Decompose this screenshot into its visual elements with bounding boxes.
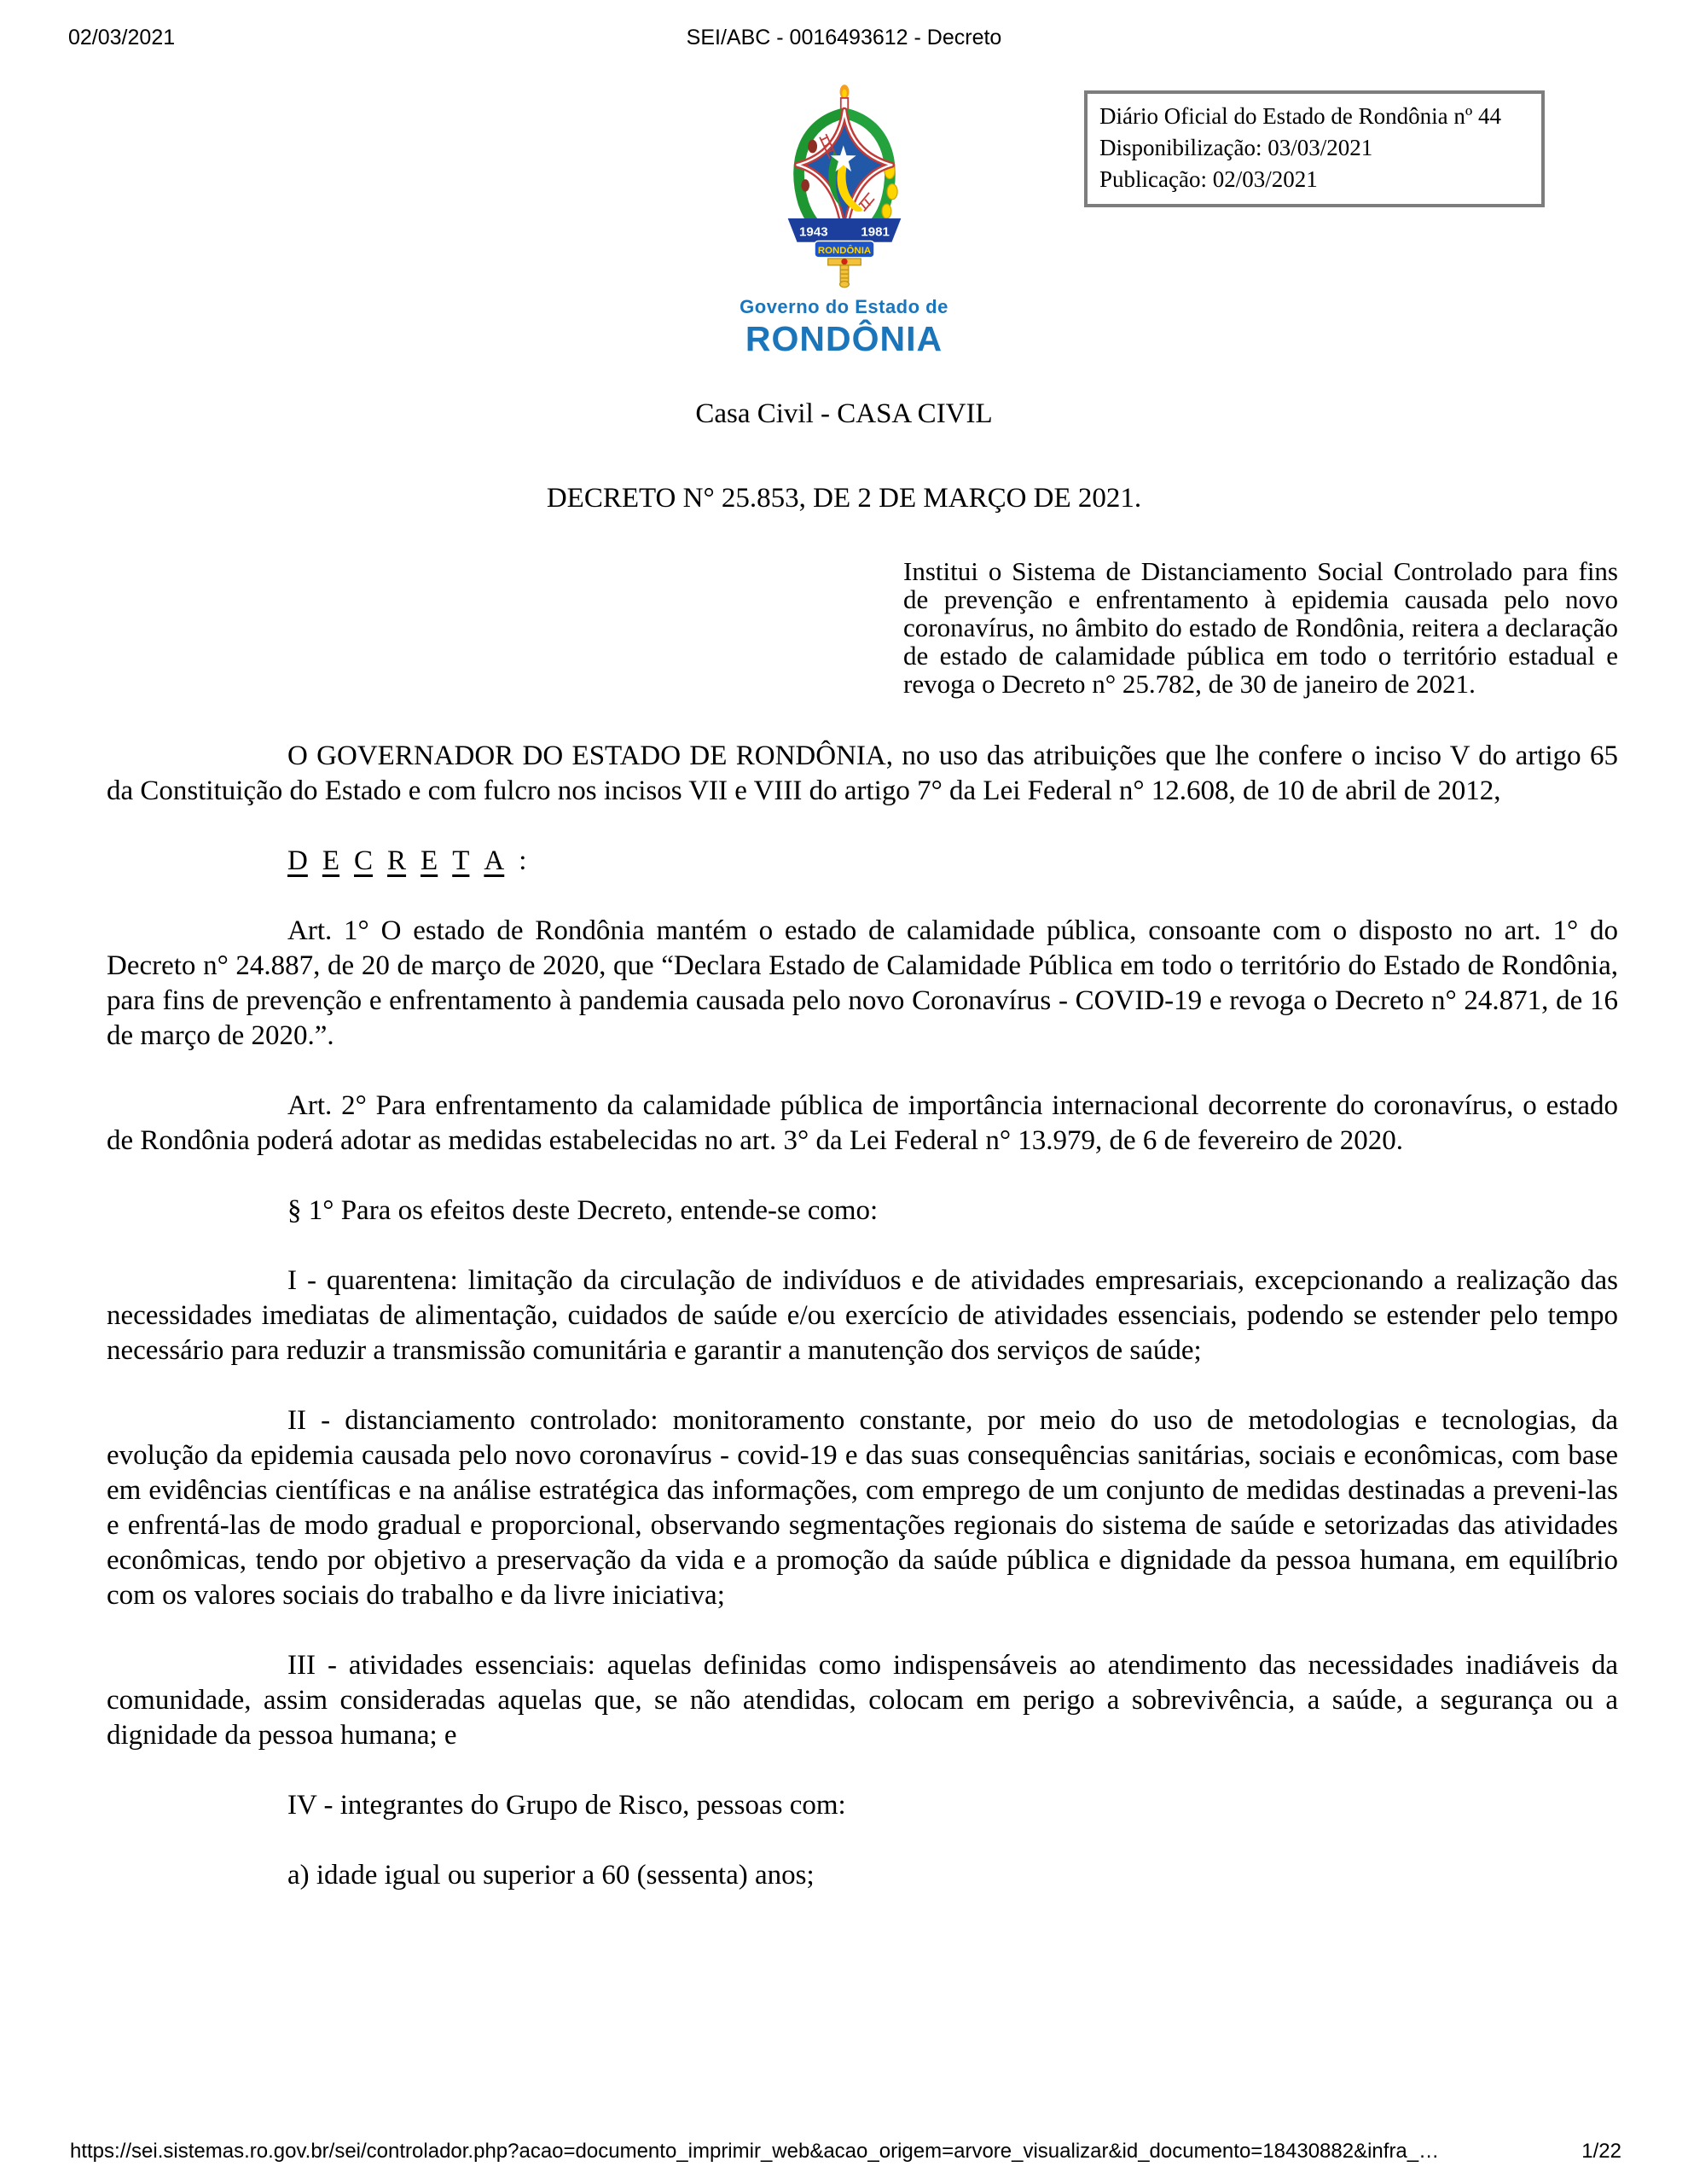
decree-paragraph: II - distanciamento controlado: monitoramento constante, por meio do uso de metodologias e tecnologias, da evolução da epidemia causada pelo novo coronavírus - covid-19 e das suas consequências sanitárias, sociais e econômicas, com base em evidências científicas e na análise estratégica das informações, com emprego de um conjunto de medidas destinadas a preveni-las e enfrentá-las de modo gradual e proporcional, observando segmentações regionais do sistema de saúde e setorizadas das atividades econômicas, tendo por objetivo a preservação da vida e a promoção da saúde pública e dignidade da pessoa humana, em equilíbrio com os valores sociais do trabalho e da livre iniciativa; xyxy=(107,1405,1618,1611)
print-footer xyxy=(70,2140,1621,2164)
ribbon-state-name: RONDÔNIA xyxy=(817,245,871,256)
gazette-publication-line: Publicação: 02/03/2021 xyxy=(1099,166,1318,192)
banner-year-right: 1981 xyxy=(860,224,890,240)
decree-summary: Institui o Sistema de Distanciamento Social Controlado para fins de prevenção e enfrentamento à epidemia causada pelo novo coronavírus, no âmbito do estado de Rondônia, reitera a declaração de estado de calamidade pública em todo o território estadual e revoga o Decreto n° 25.782, de 30 de janeiro de 2021. xyxy=(903,556,1618,699)
print-header-title: SEI/ABC - 0016493612 - Decreto xyxy=(686,26,1002,49)
print-header xyxy=(0,26,1688,49)
footer-url: https://sei.sistemas.ro.gov.br/sei/controlador.php?acao=documento_imprimir_web&acao_origem=arvore_visualizar&id_documento=18430882&infra_… xyxy=(70,2140,1440,2163)
page-indicator: 1/22 xyxy=(1581,2140,1621,2163)
decree-body xyxy=(107,914,1618,1893)
decree-content xyxy=(0,557,1688,1893)
logo-state-name: RONDÔNIA xyxy=(745,319,943,358)
rondonia-coat-of-arms-icon xyxy=(780,84,909,288)
decree-paragraph: a) idade igual ou superior a 60 (sessenta) anos; xyxy=(287,1860,815,1891)
decreta-line xyxy=(107,844,1618,879)
department-line: Casa Civil - CASA CIVIL xyxy=(695,398,993,429)
gazette-edition-line: Diário Oficial do Estado de Rondônia nº 44 xyxy=(1099,103,1502,129)
decree-paragraph: § 1° Para os efeitos deste Decreto, entende-se como: xyxy=(287,1195,879,1226)
print-date: 02/03/2021 xyxy=(68,26,176,49)
official-gazette-box xyxy=(1084,90,1545,207)
banner-year-left: 1943 xyxy=(798,224,828,240)
decree-preamble: O GOVERNADOR DO ESTADO DE RONDÔNIA, no uso das atribuições que lhe confere o inciso V do artigo 65 da Constituição do Estado e com fulcro nos incisos VII e VIII do artigo 7° da Lei Federal n° 12.608, de 10 de abril de 2012, xyxy=(107,741,1618,806)
decree-paragraph: I - quarentena: limitação da circulação de indivíduos e de atividades empresariais, excepcionando a realização das necessidades imediatas de alimentação, cuidados de saúde e/ou exercício de atividades essenciais, podendo se estender pelo tempo necessário para reduzir a transmissão comunitária e garantir a manutenção dos serviços de saúde; xyxy=(107,1265,1618,1366)
logo-government-label: Governo do Estado de xyxy=(740,296,948,317)
gazette-availability-line: Disponibilização: 03/03/2021 xyxy=(1099,135,1373,160)
decreta-word: D E C R E T A xyxy=(287,845,505,876)
decree-title: DECRETO N° 25.853, DE 2 DE MARÇO DE 2021. xyxy=(546,483,1142,514)
decree-paragraph: Art. 2° Para enfrentamento da calamidade pública de importância internacional decorrente do coronavírus, o estado de Rondônia poderá adotar as medidas estabelecidas no art. 3° da Lei Federal n° 13.979, de 6 de fevereiro de 2020. xyxy=(107,1090,1618,1156)
decreta-colon: : xyxy=(519,845,527,876)
decree-paragraph: IV - integrantes do Grupo de Risco, pessoas com: xyxy=(287,1790,846,1821)
government-logo xyxy=(665,84,1024,359)
decree-paragraph: Art. 1° O estado de Rondônia mantém o estado de calamidade pública, consoante com o disposto no art. 1° do Decreto n° 24.887, de 20 de março de 2020, que “Declara Estado de Calamidade Pública em todo o território do Estado de Rondônia, para fins de prevenção e enfrentamento à pandemia causada pelo novo Coronavírus - COVID-19 e revoga o Decreto n° 24.871, de 16 de março de 2020.”. xyxy=(107,915,1618,1051)
decree-paragraph: III - atividades essenciais: aquelas definidas como indispensáveis ao atendimento das necessidades inadiáveis da comunidade, assim consideradas aquelas que, se não atendidas, colocam em perigo a sobrevivência, a saúde, a segurança ou a dignidade da pessoa humana; e xyxy=(107,1650,1618,1751)
